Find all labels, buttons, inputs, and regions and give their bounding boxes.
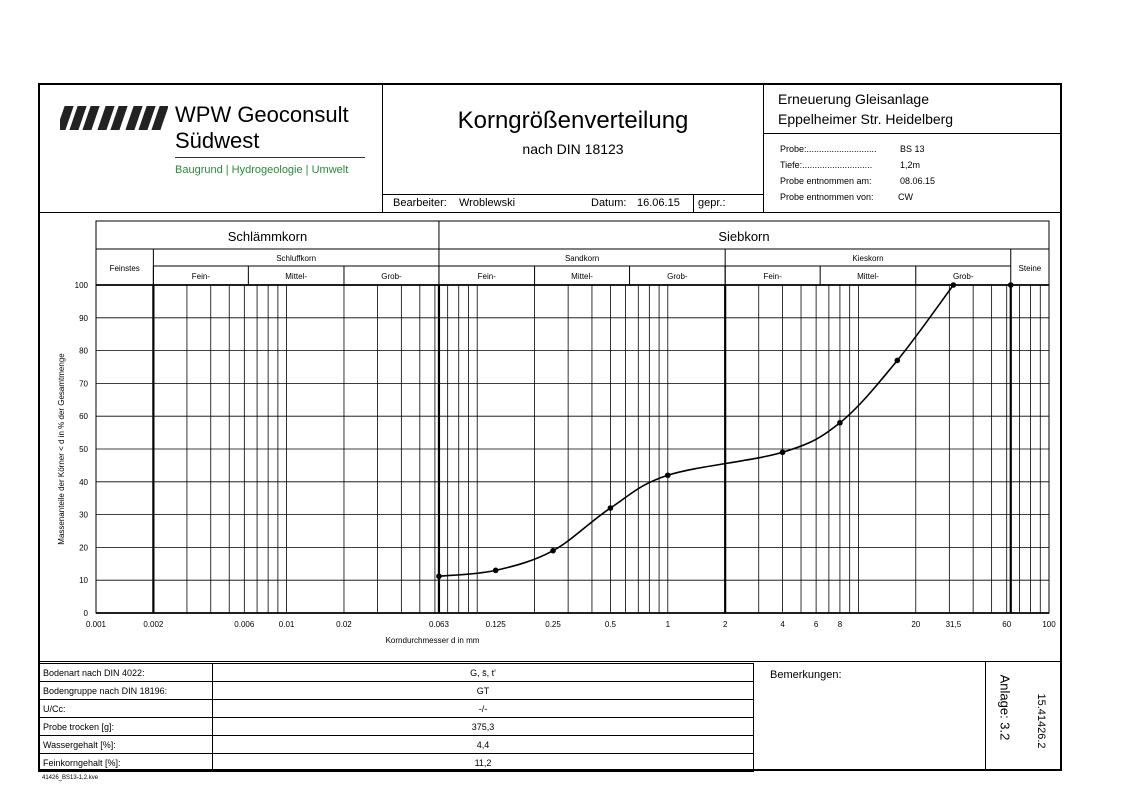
y-tick-label: 90 [79, 313, 88, 323]
footer-filename: 41426_BS13-1,2.kve [42, 775, 99, 781]
datum-value: 16.06.15 [637, 197, 680, 209]
tiefe-label: Tiefe:............................ [780, 160, 873, 170]
band-mid-label: Schluffkorn [276, 254, 317, 263]
band-low-label: Fein- [191, 272, 210, 281]
y-tick-label: 60 [79, 412, 88, 422]
project-line1: Erneuerung Gleisanlage [778, 91, 929, 107]
y-tick-label: 30 [79, 510, 88, 520]
x-tick-label: 31,5 [945, 620, 962, 629]
band-low-label: Grob- [381, 272, 402, 281]
x-tick-label: 4 [780, 620, 785, 629]
entnommen-von-value: CW [898, 192, 913, 202]
x-tick-label: 0.02 [336, 620, 352, 629]
property-row [39, 718, 754, 736]
data-point [951, 282, 957, 288]
data-point [550, 548, 556, 554]
data-point [665, 472, 671, 478]
remarks-label: Bemerkungen: [770, 669, 842, 681]
y-tick-label: 0 [83, 609, 88, 618]
band-low-label: Grob- [953, 272, 974, 281]
y-tick-label: 40 [79, 477, 88, 487]
x-tick-label: 0.001 [85, 620, 107, 629]
property-label: Bodengruppe nach DIN 18196: [39, 682, 213, 700]
x-tick-label: 20 [911, 620, 921, 629]
property-row [39, 682, 754, 700]
data-point [895, 358, 901, 364]
data-point [493, 568, 499, 574]
band-top-label: Schlämmkorn [227, 229, 308, 244]
bearbeiter-label: Bearbeiter: [393, 197, 447, 209]
probe-label: Probe:............................ [780, 144, 877, 154]
band-low-label: Mittel- [857, 272, 879, 281]
company-name-line1: WPW Geoconsult [175, 102, 349, 127]
tiefe-value: 1,2m [900, 160, 921, 170]
y-tick-label: 20 [79, 543, 88, 553]
grain-size-curve [439, 285, 953, 576]
band-low-label: Fein- [763, 272, 782, 281]
property-label: Bodenart nach DIN 4022: [39, 664, 213, 682]
property-row [39, 664, 754, 682]
x-tick-label: 8 [837, 620, 843, 629]
x-tick-label: 0.01 [278, 620, 295, 629]
x-tick-label: 6 [813, 620, 819, 629]
property-label: Wassergehalt [%]: [39, 736, 213, 754]
x-tick-label: 0.063 [428, 620, 449, 629]
probe-value: BS 13 [900, 144, 925, 154]
bottom-divider [38, 661, 1062, 662]
property-value: 4,4 [213, 736, 754, 754]
band-low-label: Fein- [477, 272, 496, 281]
page-subtitle: nach DIN 18123 [522, 141, 624, 157]
entnommen-am-value: 08.06.15 [900, 176, 936, 186]
band-mid-label: Steine [1018, 264, 1042, 273]
x-tick-label: 60 [1002, 620, 1012, 629]
property-row [39, 700, 754, 718]
y-tick-label: 100 [74, 281, 88, 290]
x-tick-label: 2 [722, 620, 728, 629]
property-row [39, 736, 754, 754]
y-tick-label: 80 [79, 346, 88, 356]
data-point [608, 505, 614, 511]
y-tick-label: 70 [79, 379, 88, 389]
company-tagline: Baugrund | Hydrogeologie | Umwelt [175, 164, 349, 176]
anlage-label: Anlage: 3.2 [997, 674, 1013, 741]
y-tick-label: 50 [79, 445, 88, 454]
soil-properties-table [38, 663, 754, 772]
page-title: Korngrößenverteilung [457, 107, 689, 134]
property-value: 11,2 [213, 754, 754, 772]
data-point [1008, 282, 1014, 288]
x-tick-label: 0.5 [604, 620, 616, 629]
x-tick-label: 0.125 [485, 620, 506, 629]
bearbeiter-value: Wroblewski [459, 197, 516, 209]
band-mid-label: Kieskorn [852, 254, 884, 263]
property-label: Feinkorngehalt [%]: [39, 754, 213, 772]
band-low-label: Mittel- [285, 272, 308, 281]
property-value: G, s̄, t' [213, 664, 754, 682]
project-number: 15.41426.2 [1035, 693, 1047, 749]
property-value: -/- [213, 700, 754, 718]
band-mid-label: Sandkorn [564, 254, 600, 263]
property-value: 375,3 [213, 718, 754, 736]
x-tick-label: 1 [665, 620, 671, 629]
gepr-label: gepr.: [698, 197, 726, 209]
band-low-label: Grob- [667, 272, 688, 281]
data-point [436, 573, 442, 579]
property-value: GT [213, 682, 754, 700]
band-top-label: Siebkorn [718, 229, 770, 244]
y-tick-label: 10 [79, 576, 88, 586]
data-point [780, 449, 786, 455]
property-label: U/Cc: [39, 700, 213, 718]
x-tick-label: 100 [1042, 620, 1056, 629]
entnommen-am-label: Probe entnommen am: [780, 176, 872, 186]
entnommen-von-label: Probe entnommen von: [780, 192, 874, 202]
company-name-line2: Südwest [175, 128, 260, 153]
property-row [39, 754, 754, 772]
band-mid-label: Feinstes [109, 264, 140, 273]
data-point [837, 420, 843, 426]
x-tick-label: 0.002 [143, 620, 164, 629]
datum-label: Datum: [591, 197, 627, 209]
y-axis-label: Massenanteile der Körner < d in % der Gesamtmenge [57, 353, 66, 545]
x-axis-label: Korndurchmesser d in mm [385, 636, 480, 645]
x-tick-label: 0.006 [234, 620, 255, 629]
property-label: Probe trocken [g]: [39, 718, 213, 736]
project-line2: Eppelheimer Str. Heidelberg [778, 111, 954, 127]
band-low-label: Mittel- [571, 272, 593, 281]
remarks-box-border [985, 661, 986, 771]
x-tick-label: 0.25 [545, 620, 561, 629]
